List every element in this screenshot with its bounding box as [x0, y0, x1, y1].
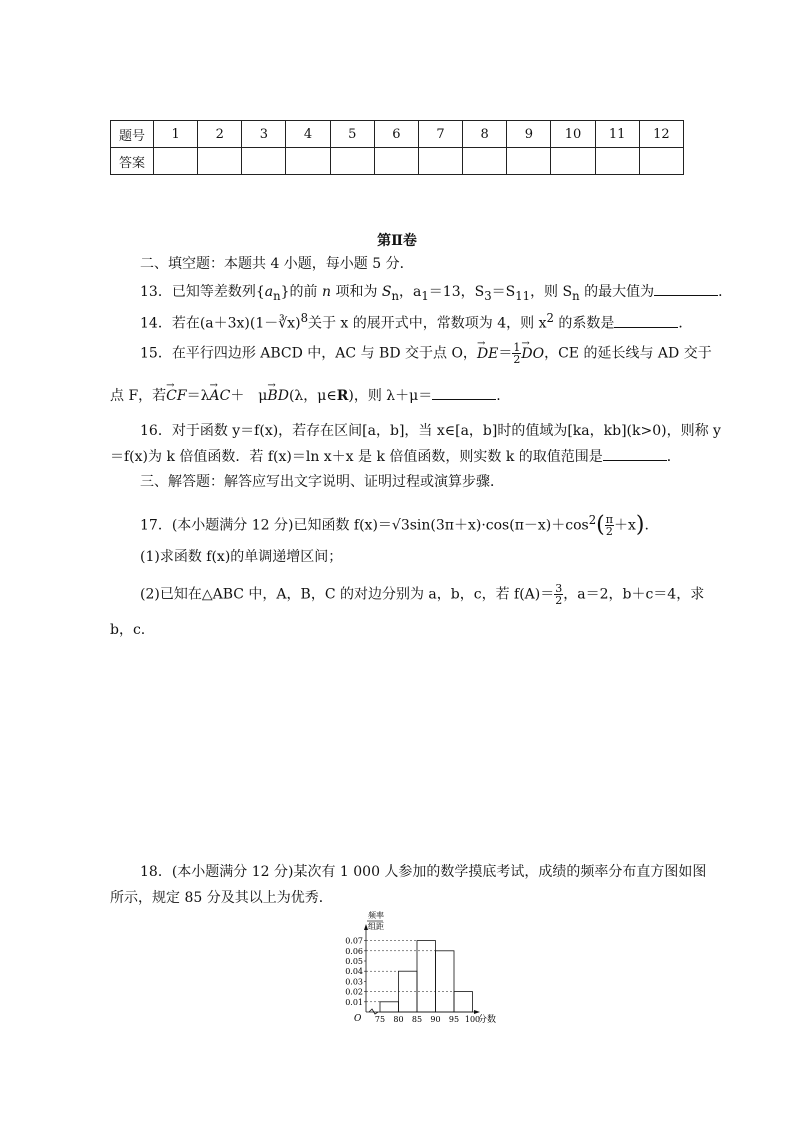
answer-blank-15[interactable] — [432, 385, 496, 400]
question-15-line-2: 点 F，若→ CF＝λ→ AC＋ μ→ BD(λ，μ∈R)，则 λ＋μ＝ . — [110, 385, 501, 406]
histogram-svg — [330, 908, 497, 1028]
y-tick-label: 0.06 — [345, 946, 363, 956]
histogram-bar — [380, 1002, 399, 1012]
table-cell-number: 6 — [374, 121, 418, 148]
answer-table — [110, 120, 684, 175]
vector-bd: → BD — [267, 386, 289, 406]
solve-heading: 三、解答题：解答应写出文字说明、证明过程或演算步骤． — [140, 474, 504, 490]
fill-heading: 二、填空题：本题共 4 小题，每小题 5 分． — [140, 256, 414, 272]
answer-cell[interactable] — [374, 148, 418, 175]
fraction-pi-half: $\frac{\pi}{2}$ — [605, 513, 613, 539]
answer-cell[interactable] — [595, 148, 639, 175]
question-16-line-2: ＝f(x)为 k 倍值函数．若 f(x)＝ln x＋x 是 k 倍值函数，则实数 k 的取值范围是 ． — [110, 446, 681, 467]
answer-cell[interactable] — [418, 148, 462, 175]
ylabel-bottom: 组距 — [368, 922, 384, 931]
fraction-three-half: $\frac{3}{2}$ — [555, 582, 563, 607]
answer-cell[interactable] — [330, 148, 374, 175]
histogram-bar — [436, 951, 455, 1012]
vector-ac: → AC — [209, 386, 230, 406]
vector-cf: → CF — [166, 386, 186, 406]
y-tick-label: 0.07 — [345, 936, 363, 946]
question-17-part-2: (2)已知在△ABC 中，A，B，C 的对边分别为 a，b，c，若 f(A)＝ $\frac{3}{2}$ ，a＝2，b＋c＝4，求 — [140, 582, 705, 607]
answer-cell[interactable] — [286, 148, 330, 175]
question-18-line-2: 所示，规定 85 分及其以上为优秀． — [110, 890, 333, 906]
axis-break — [369, 1009, 378, 1014]
answer-blank-14[interactable] — [614, 313, 678, 328]
table-cell-number: 7 — [418, 121, 462, 148]
x-tick-label: 100 — [464, 1015, 481, 1024]
row-label-number: 题号 — [111, 121, 154, 148]
answer-cell[interactable] — [463, 148, 507, 175]
y-tick-label: 0.02 — [345, 987, 363, 997]
question-18-line-1: 18．(本小题满分 12 分)某次有 1 000 人参加的数学摸底考试，成绩的频率分布直方图如图 — [140, 864, 707, 880]
x-tick-label: 80 — [393, 1015, 404, 1024]
table-cell-number: 2 — [198, 121, 242, 148]
y-tick-label: 0.04 — [345, 967, 363, 977]
answer-cell[interactable] — [242, 148, 286, 175]
x-tick-label: 75 — [374, 1015, 386, 1024]
answer-blank-13[interactable] — [654, 281, 718, 296]
y-tick-label: 0.05 — [345, 957, 363, 966]
section-title: 第Ⅱ卷 — [377, 233, 417, 249]
table-cell-number: 5 — [330, 121, 374, 148]
answer-cell[interactable] — [198, 148, 242, 175]
histogram-bar — [454, 992, 473, 1012]
vector-de: → DE — [477, 344, 498, 364]
vector-do: → DO — [521, 344, 544, 364]
question-16-line-1: 16．对于函数 y＝f(x)，若存在区间[a，b]，当 x∈[a，b]时的值域为[ka，kb](k>0)，则称 y — [140, 423, 721, 439]
x-tick-label: 90 — [430, 1015, 441, 1024]
question-17: 17．(本小题满分 12 分)已知函数 $f(x)=√3\sin(3\pi+x)\cdot\cos(\pi-x)+\cos^2$( $\frac{\pi}{2}$ ＋x). — [140, 512, 649, 539]
answer-cell[interactable] — [154, 148, 198, 175]
answer-cell[interactable] — [507, 148, 551, 175]
table-cell-number: 12 — [639, 121, 683, 148]
x-tick-label: 95 — [448, 1015, 460, 1024]
fraction-one-half: $\frac{1}{2}$ — [513, 341, 521, 366]
y-tick-label: 0.03 — [345, 977, 363, 987]
frequency-histogram — [330, 908, 497, 1028]
table-cell-number: 10 — [551, 121, 595, 148]
question-15-line-1: 15．在平行四边形 ABCD 中，AC 与 BD 交于点 O，→ DE＝ $\frac{1}{2}$ → DO，CE 的延长线与 AD 交于 — [140, 342, 712, 365]
table-cell-number: 11 — [595, 121, 639, 148]
question-17-part-2-cont: b，c. — [110, 622, 146, 638]
ylabel-top: 频率 — [368, 911, 384, 920]
table-cell-number: 1 — [154, 121, 198, 148]
y-tick-label: 0.01 — [345, 997, 363, 1007]
question-17-part-1: (1)求函数 f(x)的单调递增区间； — [140, 549, 343, 565]
origin-label: O — [354, 1014, 362, 1024]
x-axis-arrow — [474, 1010, 480, 1014]
table-cell-number: 8 — [463, 121, 507, 148]
answer-cell[interactable] — [551, 148, 595, 175]
question-13: 13．已知等差数列$\{a_n\}$的前 n 项和为 $S_n$，$a_1=13$，$S_3=S_{11}$，则 $S_n$ 的最大值为 ． — [140, 281, 732, 306]
answer-cell[interactable] — [639, 148, 683, 175]
table-cell-number: 3 — [242, 121, 286, 148]
histogram-bar — [417, 941, 436, 1012]
xlabel: 分数 — [478, 1015, 497, 1025]
answer-table-answer-row — [111, 148, 684, 175]
row-label-answer: 答案 — [111, 148, 154, 175]
table-cell-number: 4 — [286, 121, 330, 148]
table-cell-number: 9 — [507, 121, 551, 148]
answer-blank-16[interactable] — [603, 446, 667, 461]
x-tick-label: 85 — [411, 1015, 423, 1024]
answer-table-number-row — [111, 121, 684, 148]
question-14: 14．若在(a＋3x)(1－∛x)$^8$关于 x 的展开式中，常数项为 4，则 $x^2$ 的系数是 ． — [140, 311, 693, 332]
